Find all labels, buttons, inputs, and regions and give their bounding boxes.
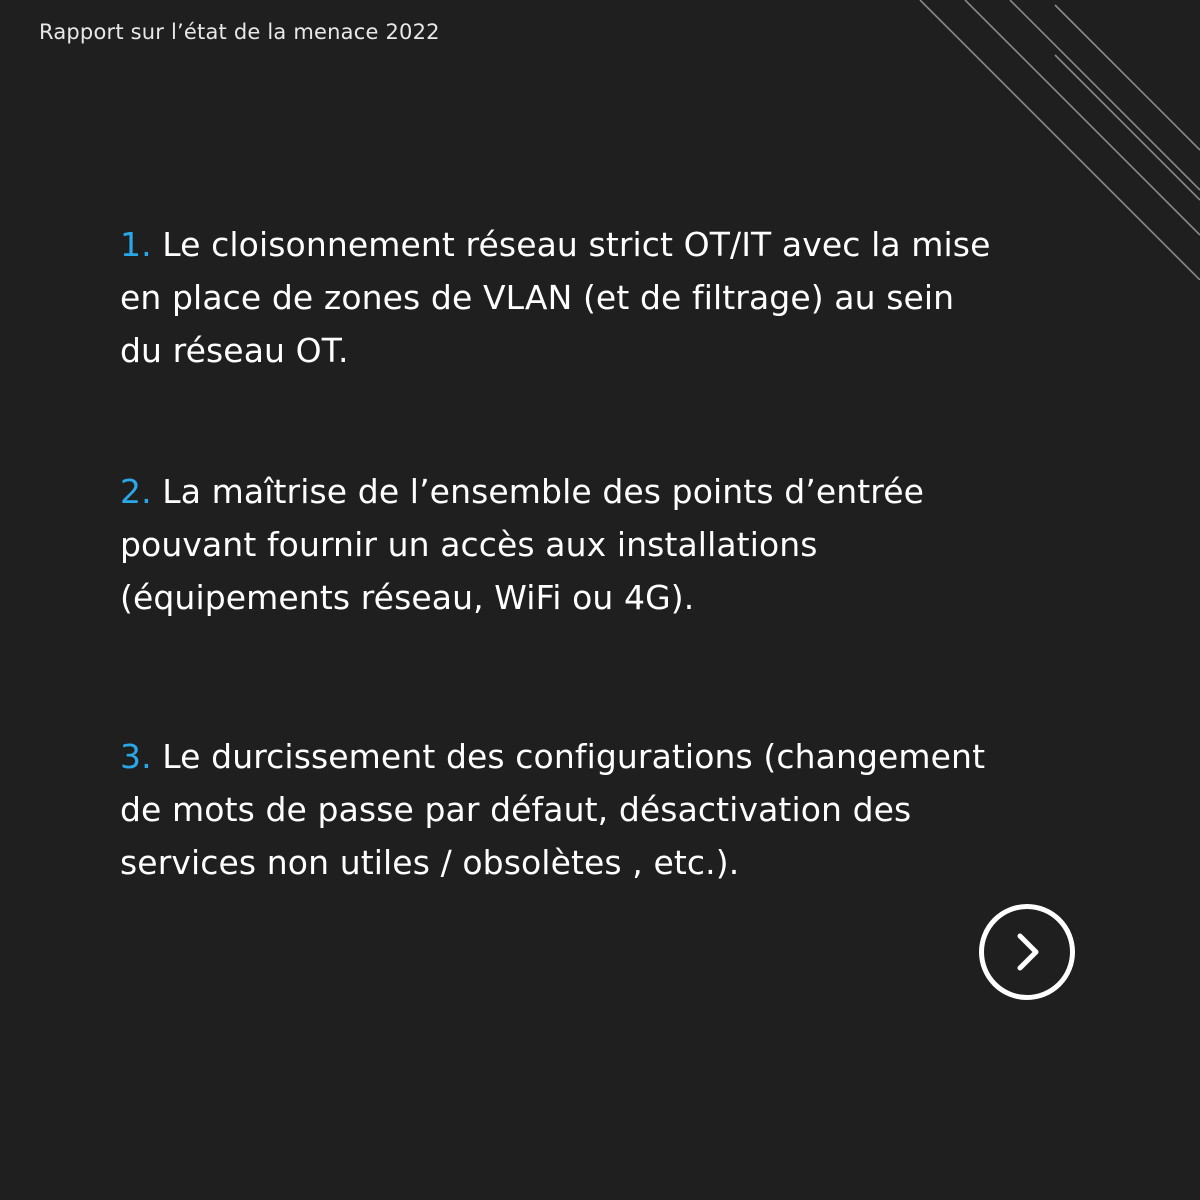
recommendation-text: Le durcissement des configurations (changement <box>151 737 986 776</box>
recommendation-line <box>120 730 1120 783</box>
recommendation-item <box>120 730 1120 889</box>
next-button[interactable] <box>979 904 1075 1000</box>
recommendation-line <box>120 218 1120 271</box>
chevron-right-icon <box>1005 930 1049 974</box>
recommendation-text: (équipements réseau, WiFi ou 4G). <box>120 578 695 617</box>
recommendation-number: 2. <box>120 472 152 511</box>
recommendation-text: du réseau OT. <box>120 331 349 370</box>
recommendation-number: 3. <box>120 737 152 776</box>
recommendation-text: Le cloisonnement réseau strict OT/IT avec la mise <box>151 225 991 264</box>
recommendation-text: de mots de passe par défaut, désactivation des <box>120 790 912 829</box>
recommendation-item <box>120 465 1120 624</box>
recommendation-text: pouvant fournir un accès aux installations <box>120 525 818 564</box>
recommendation-text: services non utiles / obsolètes , etc.). <box>120 843 740 882</box>
recommendation-number: 1. <box>120 225 152 264</box>
recommendation-text: en place de zones de VLAN (et de filtrage) au sein <box>120 278 955 317</box>
report-title: Rapport sur l’état de la menace 2022 <box>39 20 440 44</box>
recommendation-item <box>120 218 1120 377</box>
recommendation-text: La maîtrise de l’ensemble des points d’entrée <box>151 472 925 511</box>
recommendation-line <box>120 465 1120 518</box>
